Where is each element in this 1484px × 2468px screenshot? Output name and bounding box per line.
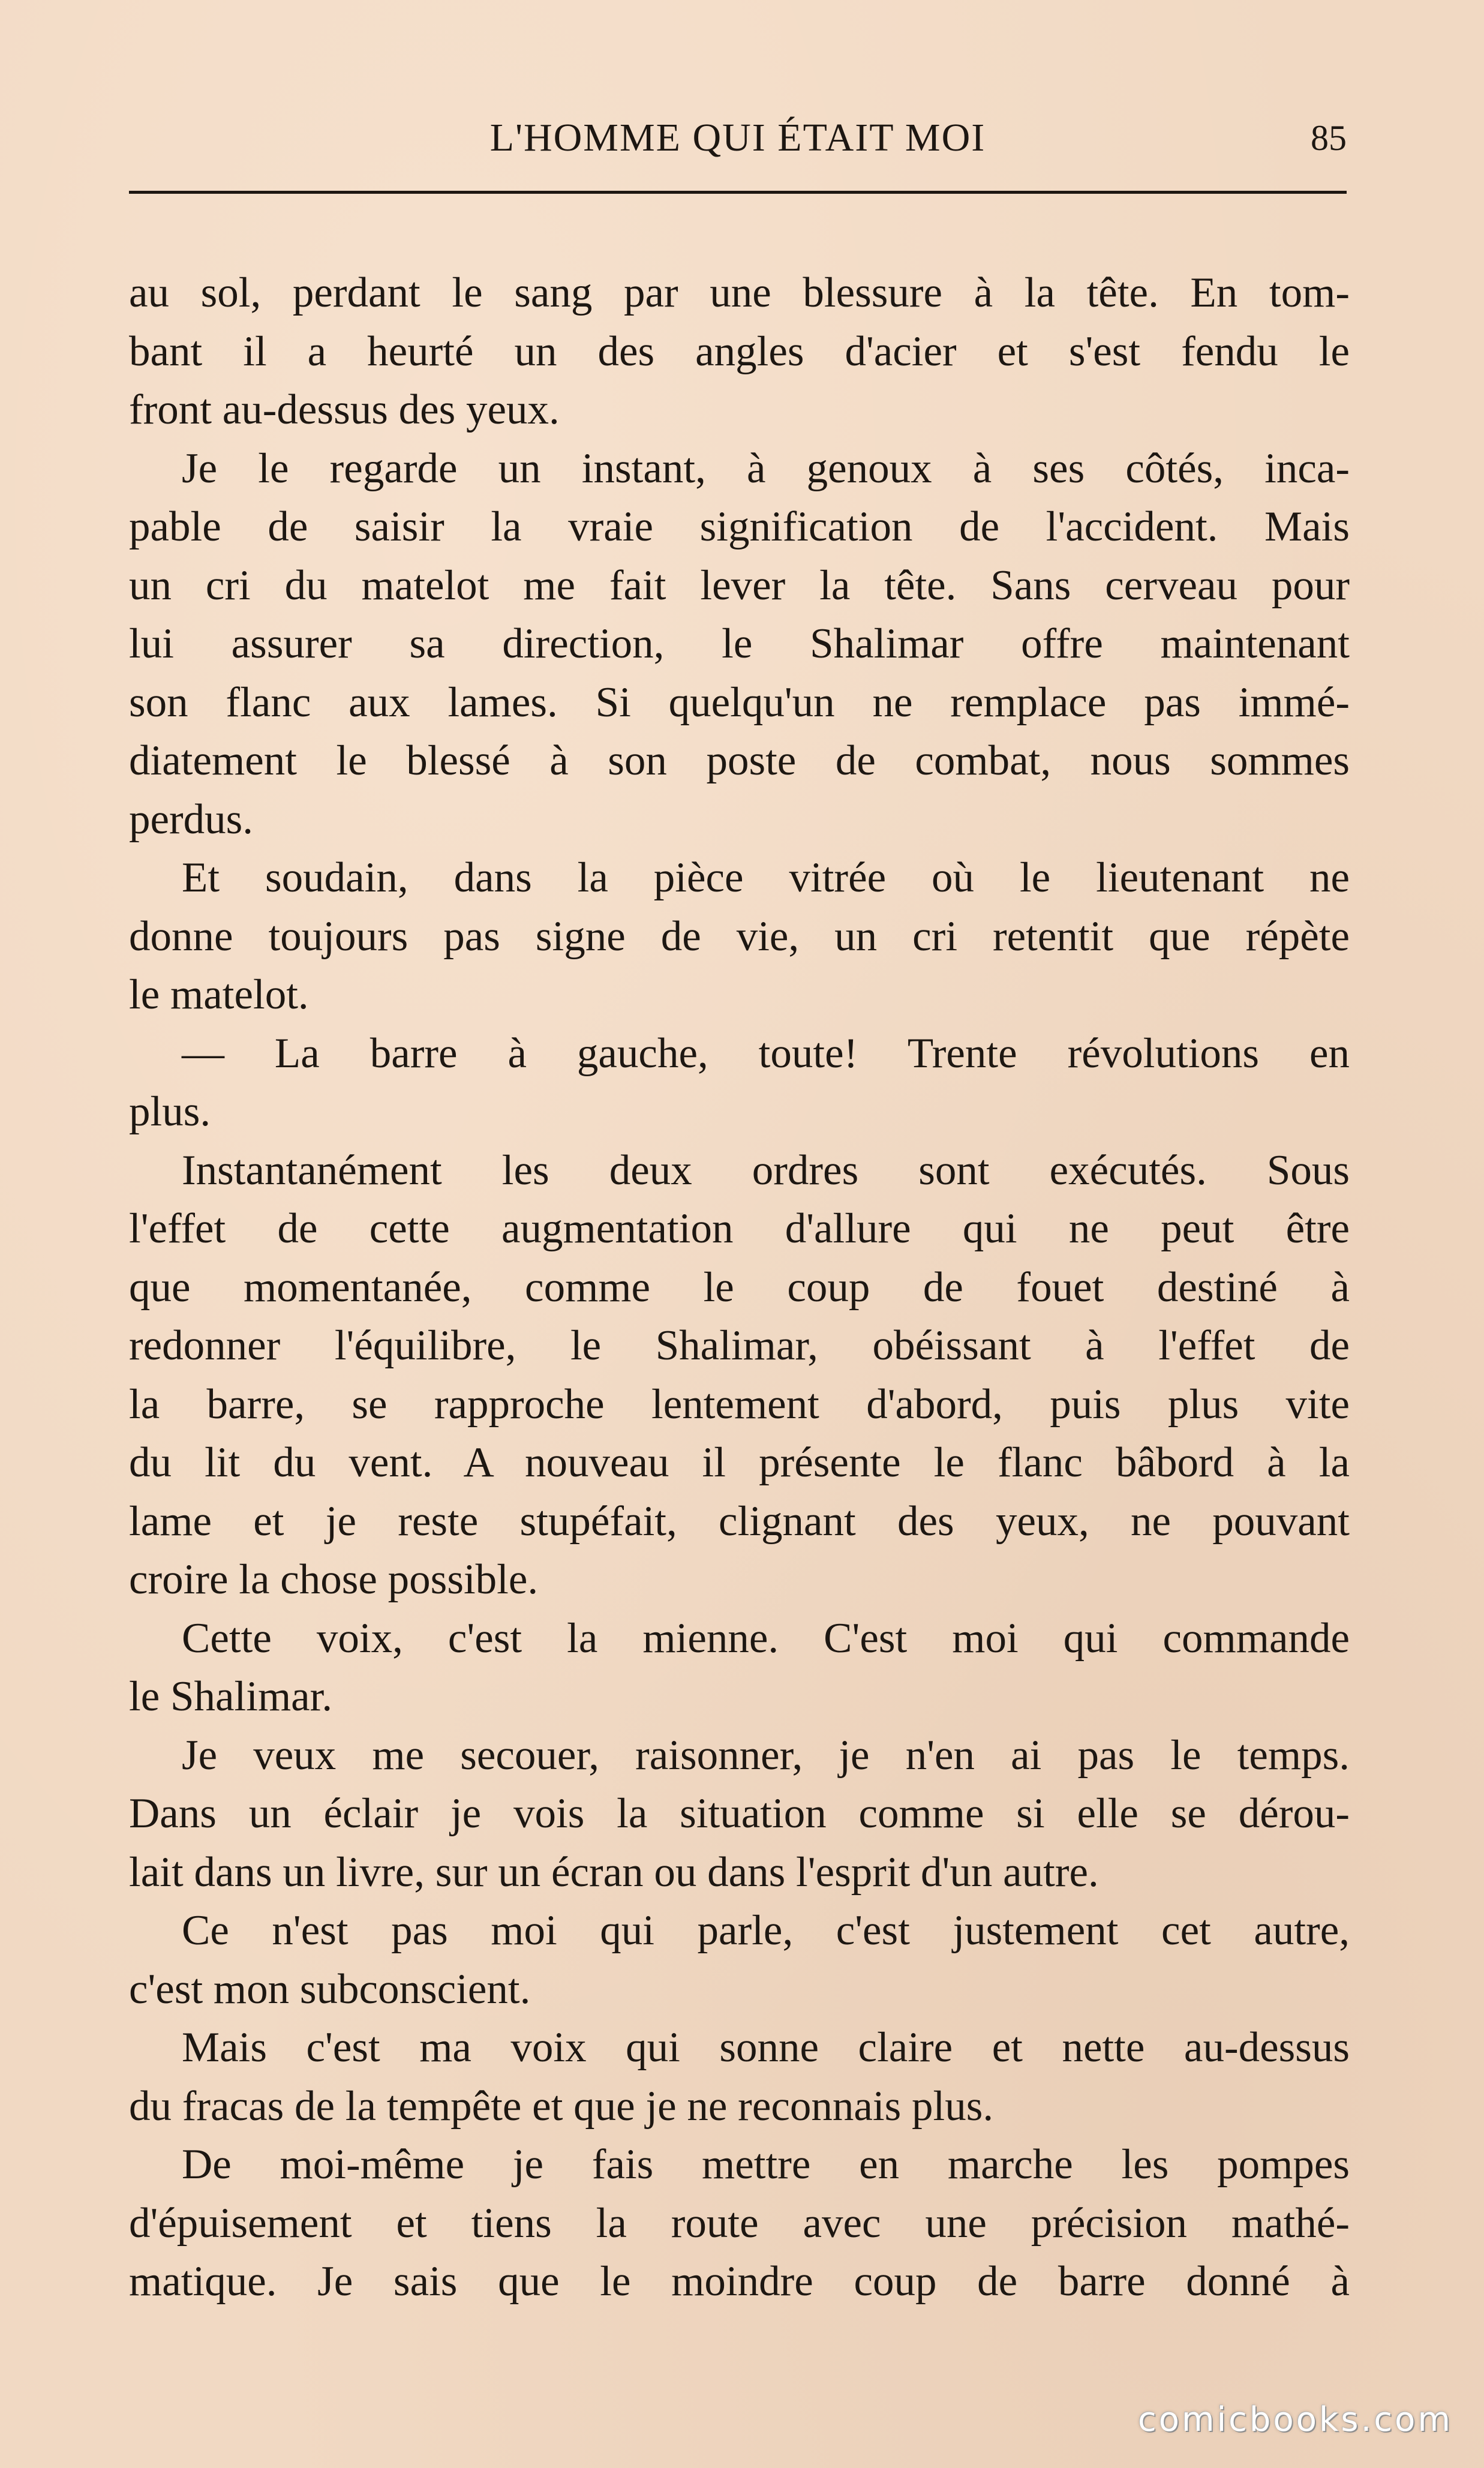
text-line: un cri du matelot me fait lever la tête. Sans cerveau pour <box>129 562 1350 609</box>
text-line: plus. <box>129 1088 211 1135</box>
running-title: L'HOMME QUI ÉTAIT MOI <box>489 116 986 160</box>
text-line: la barre, se rapproche lentement d'abord, puis plus vite <box>129 1380 1350 1428</box>
text-line: donne toujours pas signe de vie, un cri retentit que répète <box>129 912 1350 960</box>
text-line: — La barre à gauche, toute! Trente révolutions en <box>182 1029 1350 1077</box>
page-number: 85 <box>1311 118 1347 158</box>
text-line: le matelot. <box>129 971 309 1018</box>
body-text <box>129 264 1350 2311</box>
text-line: Et soudain, dans la pièce vitrée où le lieutenant ne <box>182 854 1350 901</box>
text-line: lui assurer sa direction, le Shalimar offre maintenant <box>129 620 1350 667</box>
text-line: pable de saisir la vraie signification de l'accident. Mais <box>129 503 1350 550</box>
paragraph <box>129 2136 1350 2311</box>
text-line: que momentanée, comme le coup de fouet destiné à <box>129 1263 1350 1311</box>
text-line: Dans un éclair je vois la situation comme si elle se dérou- <box>129 1790 1350 1837</box>
paragraph <box>129 1727 1350 1902</box>
text-line: perdus. <box>129 795 254 843</box>
paragraph <box>129 1142 1350 1610</box>
header-rule <box>129 191 1347 194</box>
text-line: au sol, perdant le sang par une blessure à la tête. En tom- <box>129 269 1350 316</box>
text-line: Instantanément les deux ordres sont exécutés. Sous <box>182 1146 1350 1194</box>
text-line: front au-dessus des yeux. <box>129 386 560 433</box>
text-line: c'est mon subconscient. <box>129 1965 531 2013</box>
text-line: lame et je reste stupéfait, clignant des yeux, ne pouvant <box>129 1497 1350 1545</box>
paragraph <box>129 264 1350 440</box>
paragraph <box>129 849 1350 1025</box>
text-line: De moi-même je fais mettre en marche les pompes <box>182 2141 1350 2188</box>
text-line: l'effet de cette augmentation d'allure qui ne peut être <box>129 1205 1350 1252</box>
text-line: redonner l'équilibre, le Shalimar, obéissant à l'effet de <box>129 1322 1350 1369</box>
text-line: du lit du vent. A nouveau il présente le flanc bâbord à la <box>129 1439 1350 1486</box>
text-line: d'épuisement et tiens la route avec une précision mathé- <box>129 2199 1350 2247</box>
text-line: du fracas de la tempête et que je ne reconnais plus. <box>129 2082 994 2130</box>
text-line: croire la chose possible. <box>129 1556 539 1603</box>
paragraph <box>129 440 1350 849</box>
paragraph <box>129 1902 1350 2019</box>
running-header <box>129 111 1347 165</box>
site-watermark: comicbooks.com <box>1137 2400 1453 2439</box>
text-line: matique. Je sais que le moindre coup de barre donné à <box>129 2258 1350 2305</box>
text-line: son flanc aux lames. Si quelqu'un ne remplace pas immé- <box>129 678 1350 726</box>
paragraph <box>129 1610 1350 1727</box>
text-line: le Shalimar. <box>129 1673 333 1720</box>
text-line: lait dans un livre, sur un écran ou dans l'esprit d'un autre. <box>129 1848 1099 1896</box>
text-line: Ce n'est pas moi qui parle, c'est justement cet autre, <box>182 1907 1350 1954</box>
text-line: Mais c'est ma voix qui sonne claire et nette au-dessus <box>182 2024 1350 2071</box>
paragraph <box>129 2019 1350 2136</box>
text-line: Cette voix, c'est la mienne. C'est moi qui commande <box>182 1614 1350 1662</box>
text-line: Je veux me secouer, raisonner, je n'en ai pas le temps. <box>182 1731 1350 1779</box>
paragraph <box>129 1025 1350 1142</box>
text-line: Je le regarde un instant, à genoux à ses côtés, inca- <box>182 445 1350 492</box>
text-line: bant il a heurté un des angles d'acier et s'est fendu le <box>129 328 1350 375</box>
text-line: diatement le blessé à son poste de combat, nous sommes <box>129 737 1350 784</box>
